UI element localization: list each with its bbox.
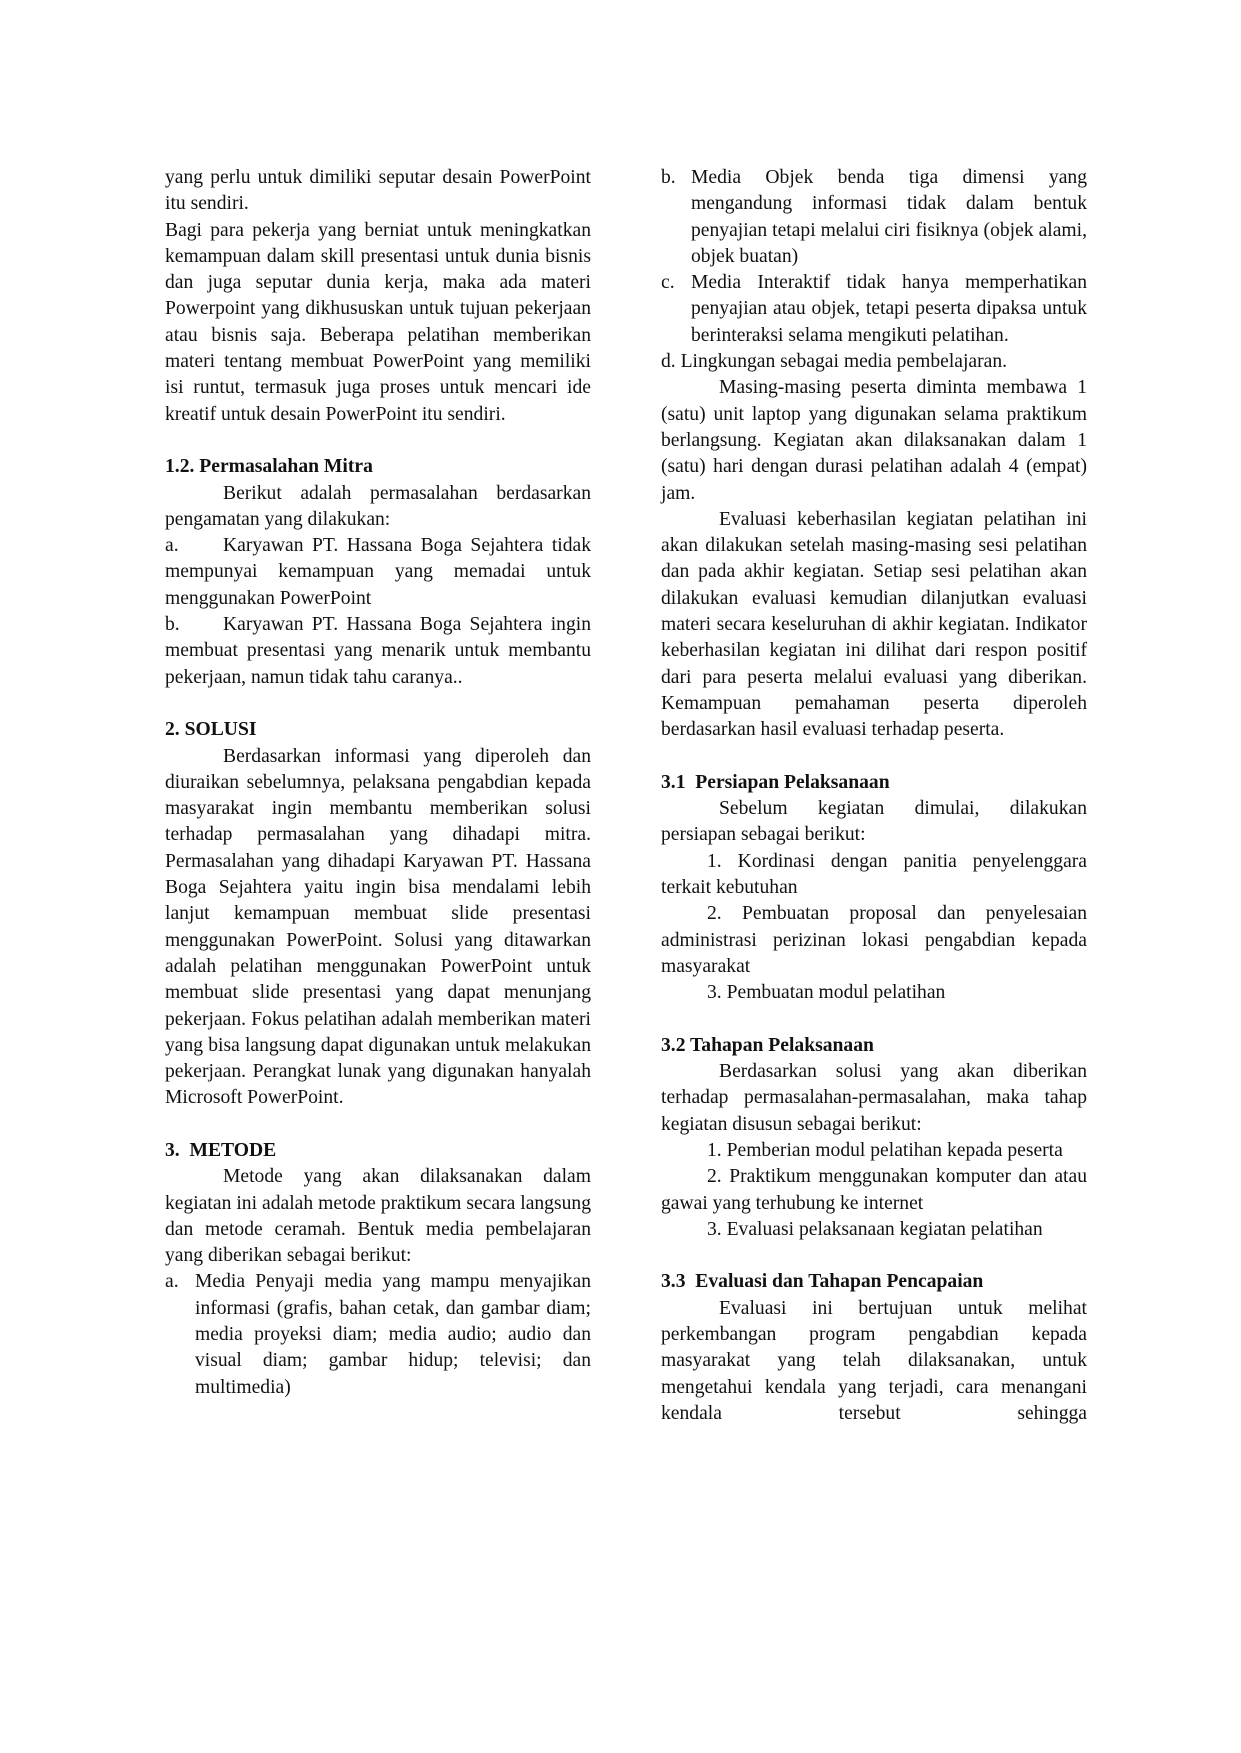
permasalahan-item-marker: a. bbox=[165, 535, 179, 557]
section-heading-metode: 3. METODE bbox=[165, 1139, 277, 1161]
left-column bbox=[165, 165, 591, 1401]
media-item-marker: a. bbox=[165, 1271, 179, 1293]
media-item-text: Media Interaktif tidak hanya memperhatikan penyajian atau objek, tetapi peserta dipaksa untuk berinteraksi selama mengikuti pelatihan. bbox=[691, 272, 1087, 346]
permasalahan-item-b bbox=[165, 612, 591, 691]
persiapan-item: 1. Kordinasi dengan panitia penyelenggara terkait kebutuhan bbox=[661, 850, 1087, 899]
right-column bbox=[661, 165, 1087, 1427]
media-item-text: Media Objek benda tiga dimensi yang mengandung informasi tidak dalam bentuk penyajian tetapi melalui ciri fisiknya (objek alami, objek buatan) bbox=[691, 167, 1087, 267]
permasalahan-item-a bbox=[165, 533, 591, 612]
persiapan-intro: Sebelum kegiatan dimulai, dilakukan persiapan sebagai berikut: bbox=[661, 798, 1087, 846]
media-item-marker: b. bbox=[661, 167, 676, 188]
section-heading-evaluasi-pencapaian: 3.3 Evaluasi dan Tahapan Pencapaian bbox=[661, 1271, 984, 1293]
media-item-text: Media Penyaji media yang mampu menyajikan informasi (grafis, bahan cetak, dan gambar diam; media proyeksi diam; media audio; audio dan visual diam; gambar hidup; televisi; dan multimedia) bbox=[195, 1271, 591, 1398]
permasalahan-item-marker: b. bbox=[165, 614, 180, 636]
evaluasi-pencapaian-paragraph: Evaluasi ini bertujuan untuk melihat perkembangan program pengabdian kepada masyarakat yang telah dilaksanakan, untuk mengetahui kendala yang terjadi, cara menangani kendala tersebut sehingga bbox=[661, 1297, 1087, 1424]
metode-paragraph: Metode yang akan dilaksanakan dalam kegiatan ini adalah metode praktikum secara langsung dan metode ceramah. Bentuk media pembelajaran yang diberikan sebagai berikut: bbox=[165, 1166, 591, 1267]
tahapan-item: 3. Evaluasi pelaksanaan kegiatan pelatihan bbox=[707, 1218, 1043, 1240]
media-item-a bbox=[165, 1269, 591, 1400]
persiapan-item: 2. Pembuatan proposal dan penyelesaian administrasi perizinan lokasi pengabdian kepada masyarakat bbox=[661, 903, 1087, 977]
intro-continuation: yang perlu untuk dimiliki seputar desain PowerPoint itu sendiri. bbox=[165, 167, 591, 215]
section-heading-persiapan: 3.1 Persiapan Pelaksanaan bbox=[661, 771, 890, 793]
section-heading-permasalahan-mitra: 1.2. Permasalahan Mitra bbox=[165, 456, 373, 478]
permasalahan-item-text: Karyawan PT. Hassana Boga Sejahtera ingin membuat presentasi yang menarik untuk membantu pekerjaan, namun tidak tahu caranya.. bbox=[165, 614, 591, 688]
section-heading-solusi: 2. SOLUSI bbox=[165, 719, 257, 741]
section-heading-tahapan: 3.2 Tahapan Pelaksanaan bbox=[661, 1034, 874, 1056]
tahapan-item: 2. Praktikum menggunakan komputer dan atau gawai yang terhubung ke internet bbox=[661, 1166, 1087, 1214]
solusi-paragraph: Berdasarkan informasi yang diperoleh dan diuraikan sebelumnya, pelaksana pengabdian kepada masyarakat ingin membantu memberikan solusi terhadap permasalahan yang dihadapi mitra. Permasalahan yang dihadapi Karyawan PT. Hassana Boga Sejahtera yaitu ingin bisa mendalami lebih lanjut kemampuan membuat slide presentasi menggunakan PowerPoint. Solusi yang ditawarkan adalah pelatihan menggunakan PowerPoint untuk membuat slide presentasi yang dapat menunjang pekerjaan. Fokus pelatihan adalah memberikan materi yang bisa langsung dapat digunakan untuk melakukan pekerjaan. Perangkat lunak yang digunakan hanyalah Microsoft PowerPoint. bbox=[165, 745, 591, 1109]
persiapan-item: 3. Pembuatan modul pelatihan bbox=[707, 982, 946, 1004]
media-item-b bbox=[661, 165, 1087, 270]
intro-paragraph: Bagi para pekerja yang berniat untuk meningkatkan kemampuan dalam skill presentasi untuk dunia bisnis dan juga seputar dunia kerja, maka ada materi Powerpoint yang dikhususkan untuk tujuan pekerjaan atau bisnis saja. Beberapa pelatihan memberikan materi tentang membuat PowerPoint yang memiliki isi runtut, termasuk juga proses untuk mencari ide kreatif untuk desain PowerPoint itu sendiri. bbox=[165, 219, 591, 425]
media-item-c bbox=[661, 270, 1087, 349]
tahapan-item: 1. Pemberian modul pelatihan kepada peserta bbox=[707, 1139, 1063, 1161]
permasalahan-item-text: Karyawan PT. Hassana Boga Sejahtera tidak mempunyai kemampuan yang memadai untuk menggunakan PowerPoint bbox=[165, 535, 591, 609]
permasalahan-intro: Berikut adalah permasalahan berdasarkan pengamatan yang dilakukan: bbox=[165, 482, 591, 530]
laptop-paragraph: Masing-masing peserta diminta membawa 1 (satu) unit laptop yang digunakan selama praktikum berlangsung. Kegiatan akan dilaksanakan dalam 1 (satu) hari dengan durasi pelatihan adalah 4 (empat) jam. bbox=[661, 377, 1087, 504]
media-item-d: d. Lingkungan sebagai media pembelajaran. bbox=[661, 351, 1008, 373]
evaluasi-paragraph: Evaluasi keberhasilan kegiatan pelatihan ini akan dilakukan setelah masing-masing sesi pelatihan dan pada akhir kegiatan. Setiap sesi pelatihan akan dilakukan evaluasi kemudian dilanjutkan evaluasi materi secara keseluruhan di akhir kegiatan. Indikator keberhasilan kegiatan ini dilihat dari respon positif dari para peserta melalui evaluasi yang diberikan. Kemampuan pemahaman peserta diperoleh berdasarkan hasil evaluasi terhadap peserta. bbox=[661, 508, 1087, 741]
tahapan-intro: Berdasarkan solusi yang akan diberikan terhadap permasalahan-permasalahan, maka tahap kegiatan disusun sebagai berikut: bbox=[661, 1061, 1087, 1135]
media-item-marker: c. bbox=[661, 272, 675, 294]
